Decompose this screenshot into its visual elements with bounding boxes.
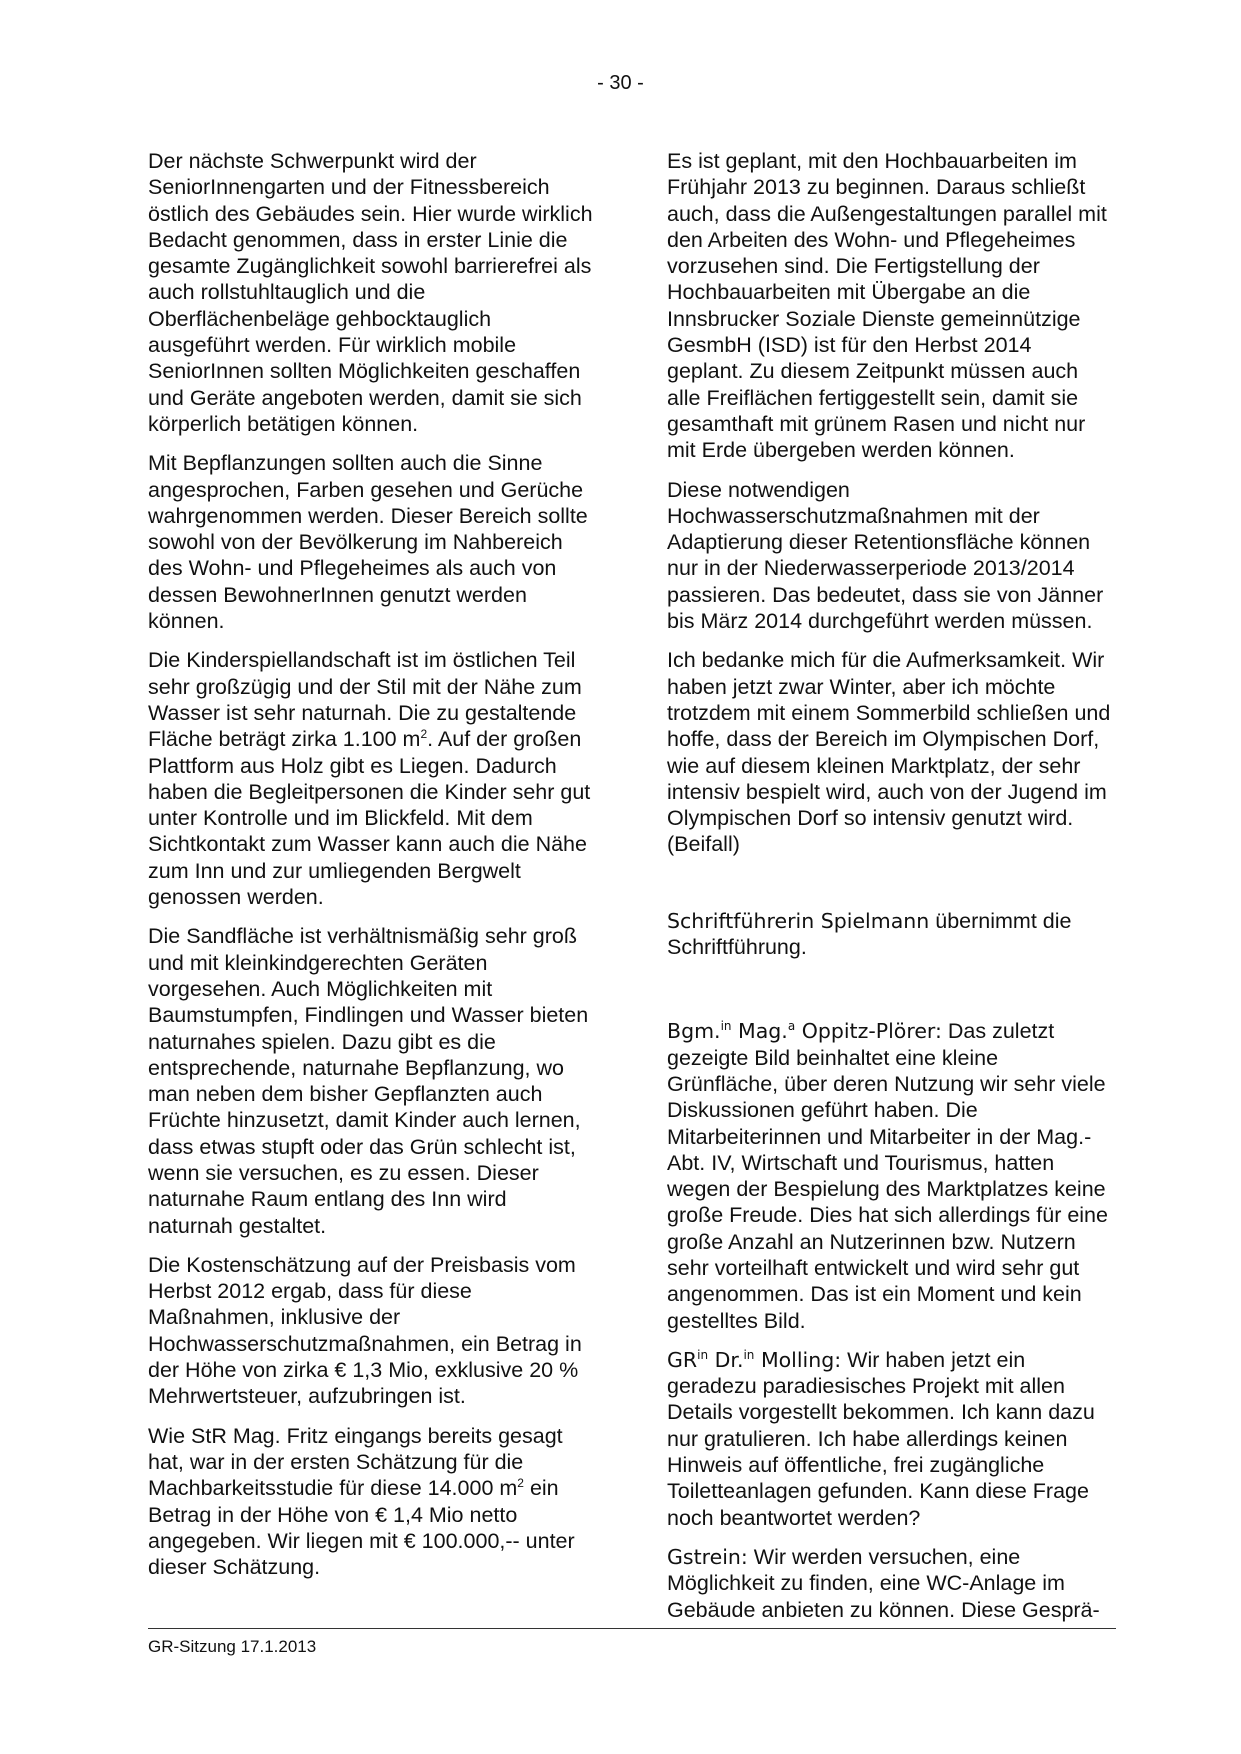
paragraph-molling: $GR^{in}$ Dr.$^{in}$ Molling: Wir haben jetzt ein geradezu paradiesisches Projekt mit allen Details vorgestellt bekommen. Ich kann dazu nur gratulieren. Ich habe allerdings keinen Hinweis auf öffentliche, frei zugängliche Toiletteanlagen gefunden. Kann diese Frage noch beantwortet werden? — [667, 1347, 1095, 1530]
speaker-name: $GR^{in}$ Dr.$^{in}$ Molling: — [667, 1347, 842, 1372]
paragraph-kinderspiel: Die Kinderspiellandschaft ist im östlichen Teil sehr großzügig und der Stil mit der Nähe zum Wasser ist sehr naturnah. Die zu gestaltende Fläche beträgt zirka 1.100 $m^2$. Auf der großen Plattform aus Holz gibt es Liegen. Dadurch haben die Begleitpersonen die Kinder sehr gut unter Kontrolle und im Blickfeld. Mit dem Sichtkontakt zum Wasser kann auch die Nähe zum Inn und zur umliegenden Bergwelt genossen werden. — [148, 648, 591, 910]
right-column — [667, 148, 1112, 1636]
footer-divider — [148, 1628, 1116, 1629]
paragraph-hochwasser: Diese notwendigen Hochwasserschutzmaßnahmen mit der Adaptierung dieser Retentionsfläche können nur in der Niederwasserperiode 2013/2014 passieren. Das bedeutet, dass sie von Jänner bis März 2014 durchgeführt werden müssen. — [667, 477, 1104, 634]
paragraph-kosten: Die Kostenschätzung auf der Preisbasis vom Herbst 2012 ergab, dass für diese Maßnahmen, inklusive der Hochwasserschutzmaßnahmen, ein Betrag in der Höhe von zirka € 1,3 Mio, exklusive 20 % Mehrwertsteuer, aufzubringen ist. — [148, 1252, 582, 1409]
speaker-name: Gstrein: — [667, 1544, 748, 1569]
paragraph-sandflaeche: Die Sandfläche ist verhältnismäßig sehr groß und mit kleinkindgerechten Geräten vorgesehen. Auch Möglichkeiten mit Baumstumpfen, Findlingen und Wasser bieten naturnahes spielen. Dazu gibt es die entsprechende, naturnahe Bepflanzung, wo man neben dem bisher Gepflanzten auch Früchte hinzusetzt, damit Kinder auch lernen, dass etwas stupft oder das Grün schlecht ist, wenn sie versuchen, es zu essen. Dieser naturnahe Raum entlang des Inn wird naturnah gestaltet. — [148, 924, 589, 1238]
paragraph-bgm: Bgm.$^{in}$ Mag.$^a$ Oppitz-Plörer: Das zuletzt gezeigte Bild beinhaltet eine kleine Grünfläche, über deren Nutzung wir sehr viele Diskussionen geführt haben. Die Mitarbeiterinnen und Mitarbeiter in der Mag.-Abt. IV, Wirtschaft und Tourismus, hatten wegen der Bespielung des Marktplatzes keine große Freude. Dies hat sich allerdings für eine große Anzahl an Nutzerinnen bzw. Nutzern sehr vorteilhaft entwickelt und wird sehr gut angenommen. Das ist ein Moment und kein gestelltes Bild. — [667, 1019, 1108, 1333]
paragraph-bepflanzung: Mit Bepflanzungen sollten auch die Sinne angesprochen, Farben gesehen und Gerüche wahrgenommen werden. Dieser Bereich sollte sowohl von der Bevölkerung im Nahbereich des Wohn- und Pflegeheimes als auch von dessen BewohnerInnen genutzt werden können. — [148, 451, 588, 634]
left-column — [148, 148, 593, 1593]
paragraph-gstrein: Gstrein: Wir werden versuchen, eine Möglichkeit zu finden, eine WC-Anlage im Gebäude anbieten zu können. Diese Gesprä- — [667, 1544, 1100, 1622]
paragraph-dank: Ich bedanke mich für die Aufmerksamkeit. Wir haben jetzt zwar Winter, aber ich möchte trotzdem mit einem Sommerbild schließen und hoffe, dass der Bereich im Olympischen Dorf, wie auf diesem kleinen Marktplatz, der sehr intensiv bespielt wird, auch von der Jugend im Olympischen Dorf so intensiv genutzt wird. (Beifall) — [667, 648, 1111, 857]
paragraph-hochbau: Es ist geplant, mit den Hochbauarbeiten im Frühjahr 2013 zu beginnen. Daraus schließt auch, dass die Außengestaltungen parallel mit den Arbeiten des Wohn- und Pflegeheimes vorzusehen sind. Die Fertigstellung der Hochbauarbeiten mit Übergabe an die Innsbrucker Soziale Dienste gemeinnützige GesmbH (ISD) ist für den Herbst 2014 geplant. Zu diesem Zeitpunkt müssen auch alle Freiflächen fertiggestellt sein, damit sie gesamthaft mit grünem Rasen und nicht nur mit Erde übergeben werden können. — [667, 149, 1107, 463]
paragraph-senioren: Der nächste Schwerpunkt wird der SeniorInnengarten und der Fitnessbereich östlich des Gebäudes sein. Hier wurde wirklich Bedacht genommen, dass in erster Linie die gesamte Zugänglichkeit sowohl barrierefrei als auch rollstuhltauglich und die Oberflächenbeläge gehbocktauglich ausgeführt werden. Für wirklich mobile SeniorInnen sollten Möglichkeiten geschaffen und Geräte angeboten werden, damit sie sich körperlich betätigen können. — [148, 149, 593, 436]
speaker-name: Schriftführerin Spielmann — [667, 908, 930, 933]
speaker-name: Bgm.$^{in}$ Mag.$^a$ Oppitz-Plörer: — [667, 1019, 942, 1044]
paragraph-schriftfuehrung: Schriftführerin Spielmann übernimmt die Schriftführung. — [667, 908, 1072, 960]
footer-text: GR-Sitzung 17.1.2013 — [148, 1637, 317, 1656]
page-number: - 30 - — [597, 72, 644, 94]
paragraph-schaetzung: Wie StR Mag. Fritz eingangs bereits gesagt hat, war in der ersten Schätzung für die Machbarkeitsstudie für diese 14.000 $m^2$ ein Betrag in der Höhe von € 1,4 Mio netto angegeben. Wir liegen mit € 100.000,-- unter dieser Schätzung. — [148, 1423, 575, 1580]
